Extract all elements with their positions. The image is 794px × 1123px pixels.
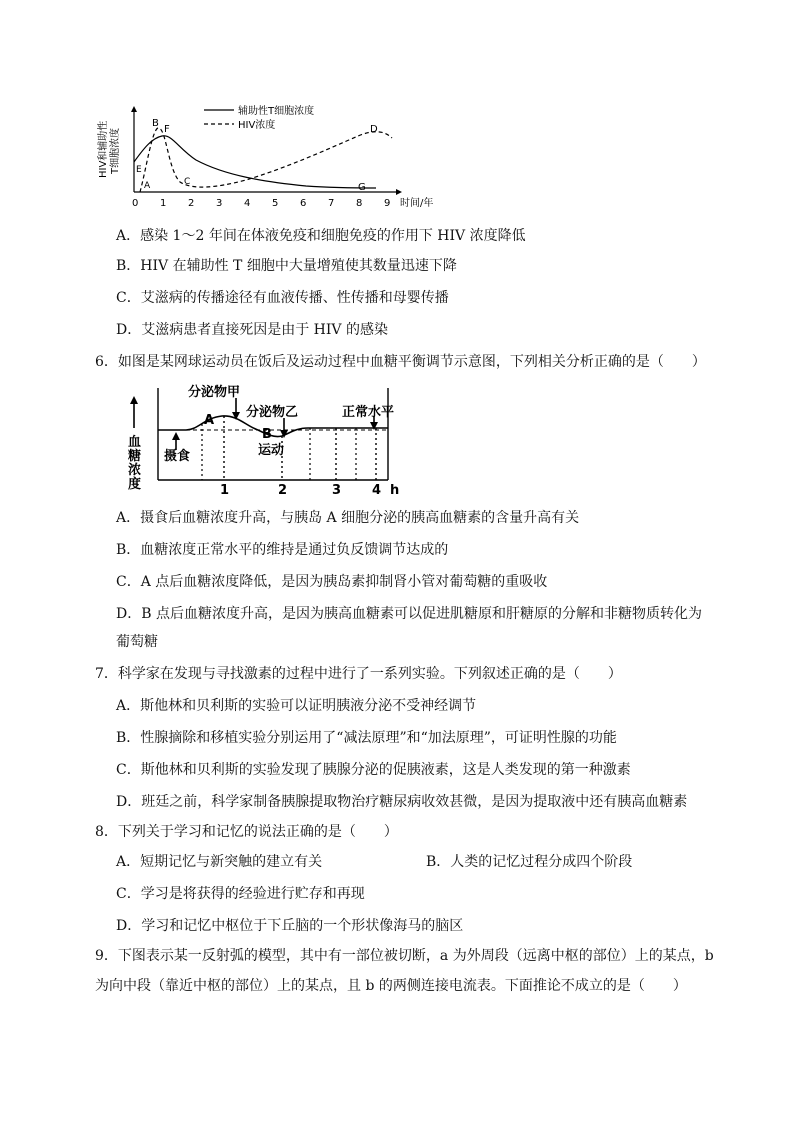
point-c: C <box>184 177 191 187</box>
hiv-x-arrow <box>396 189 402 195</box>
q6-option-d: D．B 点后血糖浓度升高，是因为胰高血糖素可以促进肌糖原和肝糖原的分解和非糖物质转化为 <box>116 606 702 622</box>
point-g: G <box>358 182 366 193</box>
q8-option-c: C．学习是将获得的经验进行贮存和再现 <box>116 886 365 902</box>
q5-option-c: C．艾滋病的传播途径有血液传播、性传播和母婴传播 <box>116 290 449 306</box>
glucose-tick-3: 3 <box>332 483 342 496</box>
point-d: D <box>370 124 378 135</box>
point-a: A <box>144 181 151 191</box>
label-point-b: B <box>262 427 272 442</box>
hiv-x-ticks <box>132 198 390 209</box>
secrete-a-arrowhead <box>232 412 240 420</box>
q7-option-d: D．班廷之前，科学家制备胰腺提取物治疗糖尿病收效甚微，是因为提取液中还有胰高血糖素 <box>116 794 688 810</box>
glucose-tick-4: 4 <box>372 483 382 496</box>
label-eat: 摄食 <box>164 449 191 464</box>
label-point-a: A <box>204 413 215 428</box>
hiv-y-arrow <box>131 106 137 112</box>
q8-option-d: D．学习和记忆中枢位于下丘脑的一个形状像海马的脑区 <box>116 918 464 934</box>
glucose-ylabel-1: 血 <box>128 435 142 450</box>
q8-option-a: A．短期记忆与新突触的建立有关 <box>116 854 323 870</box>
glucose-ylabel-3: 浓 <box>128 463 142 478</box>
point-b: B <box>152 118 159 129</box>
tick-2: 2 <box>188 198 195 209</box>
glucose-ylabel-2: 糖 <box>128 449 142 464</box>
q6-stem: 6．如图是某网球运动员在饭后及运动过程中血糖平衡调节示意图，下列相关分析正确的是（ ） <box>95 354 706 370</box>
tick-4: 4 <box>244 198 251 209</box>
hiv-figure <box>96 100 456 215</box>
glucose-ylabel-4: 度 <box>128 477 142 492</box>
hiv-curve <box>140 128 392 192</box>
glucose-tick-2: 2 <box>278 483 288 496</box>
q6-option-d-cont: 葡萄糖 <box>116 634 158 650</box>
tick-6: 6 <box>300 198 307 209</box>
q6-option-c: C．A 点后血糖浓度降低，是因为胰岛素抑制肾小管对葡萄糖的重吸收 <box>116 574 548 590</box>
label-sport: 运动 <box>258 443 285 458</box>
point-e: E <box>136 165 142 175</box>
tick-7: 7 <box>328 198 335 209</box>
q5-option-b: B．HIV 在辅助性 T 细胞中大量增殖使其数量迅速下降 <box>116 258 457 274</box>
eat-arrowhead <box>172 432 180 440</box>
q6-option-a: A．摄食后血糖浓度升高，与胰岛 A 细胞分泌的胰高血糖素的含量升高有关 <box>116 510 580 526</box>
q8-stem: 8．下列关于学习和记忆的说法正确的是（ ） <box>95 824 398 840</box>
label-normal: 正常水平 <box>342 405 395 420</box>
tick-1: 1 <box>160 198 167 209</box>
glucose-y-arrowhead <box>130 396 138 404</box>
q7-stem: 7．科学家在发现与寻找激素的过程中进行了一系列实验。下列叙述正确的是（ ） <box>95 666 622 682</box>
hiv-ylabel-1: HIV和辅助性 <box>98 120 109 178</box>
glucose-figure <box>124 380 414 496</box>
glucose-unit: h <box>390 483 400 496</box>
q9-stem-line-2: 为向中段（靠近中枢的部位）上的某点，且 b 的两侧连接电流表。下面推论不成立的是（ ） <box>95 978 687 994</box>
tick-3: 3 <box>216 198 223 209</box>
legend-t-label: 辅助性T细胞浓度 <box>238 106 315 117</box>
glucose-tick-1: 1 <box>220 483 230 496</box>
q5-option-d: D．艾滋病患者直接死因是由于 HIV 的感染 <box>116 322 388 338</box>
q7-option-b: B．性腺摘除和移植实验分别运用了“减法原理”和“加法原理”，可证明性腺的功能 <box>116 730 617 746</box>
q7-option-c: C．斯他林和贝利斯的实验发现了胰腺分泌的促胰液素，这是人类发现的第一种激素 <box>116 762 631 778</box>
q9-stem-line-1: 9．下图表示某一反射弧的模型，其中有一部位被切断，a 为外周段（远离中枢的部位）上的某点，b <box>95 948 714 964</box>
tick-0: 0 <box>132 198 139 209</box>
tick-9: 9 <box>384 198 391 209</box>
label-secrete-b: 分泌物乙 <box>246 405 299 420</box>
legend-hiv-label: HIV浓度 <box>238 120 276 131</box>
q8-option-b: B．人类的记忆过程分成四个阶段 <box>426 854 633 870</box>
tick-5: 5 <box>272 198 279 209</box>
q6-option-b: B．血糖浓度正常水平的维持是通过负反馈调节达成的 <box>116 542 449 558</box>
glucose-ylabel <box>127 434 141 492</box>
tick-8: 8 <box>356 198 363 209</box>
hiv-ylabel-2: T细胞浓度 <box>110 127 121 174</box>
q7-option-a: A．斯他林和贝利斯的实验可以证明胰液分泌不受神经调节 <box>116 698 477 714</box>
label-secrete-a: 分泌物甲 <box>188 385 241 400</box>
q5-option-a: A．感染 1～2 年间在体液免疫和细胞免疫的作用下 HIV 浓度降低 <box>116 228 526 244</box>
point-f: F <box>164 124 170 135</box>
hiv-xlabel: 时间/年 <box>400 198 434 209</box>
